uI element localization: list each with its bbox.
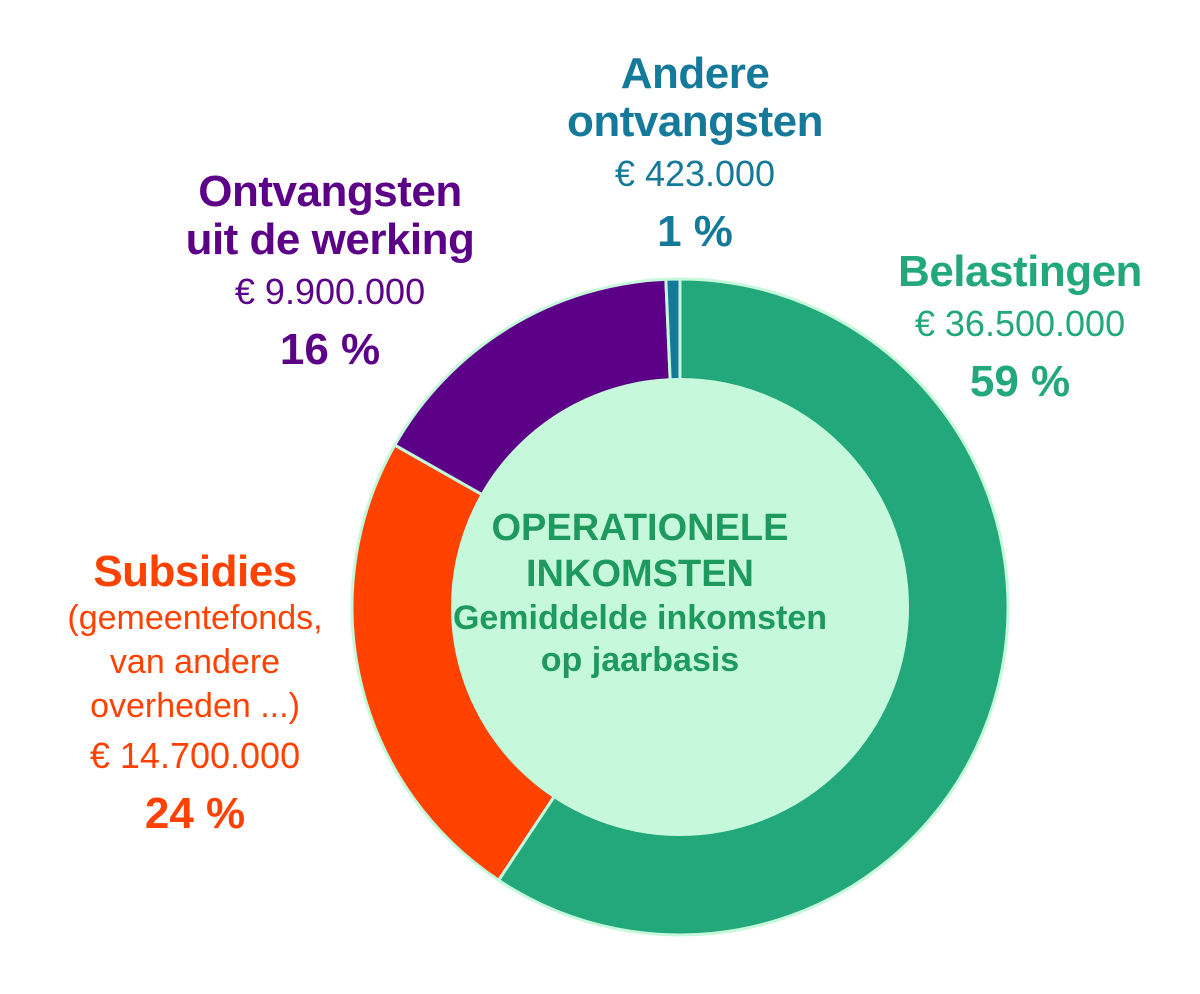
label-subsidies-pct: 24 % <box>144 789 246 838</box>
label-subsidies-name: Subsidies <box>93 547 297 596</box>
label-belastingen-name: Belastingen <box>898 247 1142 296</box>
label-subsidies-desc-line: overheden ...) <box>90 687 300 725</box>
chart-subtitle: Gemiddelde inkomsten op jaarbasis <box>452 599 828 679</box>
chart-title: OPERATIONELE INKOMSTEN <box>491 507 789 595</box>
label-subsidies <box>40 548 350 844</box>
label-andere-amount: € 423.000 <box>614 153 776 194</box>
label-belastingen-amount: € 36.500.000 <box>914 303 1126 344</box>
label-subsidies-amount: € 14.700.000 <box>89 735 301 776</box>
label-subsidies-desc-line: (gemeentefonds, <box>67 599 323 637</box>
label-andere-name-line: Andere <box>620 49 770 98</box>
center-label <box>440 505 840 681</box>
label-belastingen <box>860 248 1180 412</box>
label-subsidies-desc-line: van andere <box>109 643 281 681</box>
label-werking-amount: € 9.900.000 <box>234 271 426 312</box>
label-subsidies-desc <box>40 596 350 728</box>
label-andere-name <box>540 50 850 146</box>
label-werking-name <box>150 168 510 264</box>
label-werking-name-line: uit de werking <box>185 215 475 264</box>
label-werking-name-line: Ontvangsten <box>198 167 462 216</box>
label-werking <box>150 168 510 380</box>
label-andere-name-line: ontvangsten <box>566 97 824 146</box>
label-andere-pct: 1 % <box>657 207 733 256</box>
label-belastingen-pct: 59 % <box>969 357 1071 406</box>
label-werking-pct: 16 % <box>279 325 381 374</box>
label-andere <box>540 50 850 262</box>
